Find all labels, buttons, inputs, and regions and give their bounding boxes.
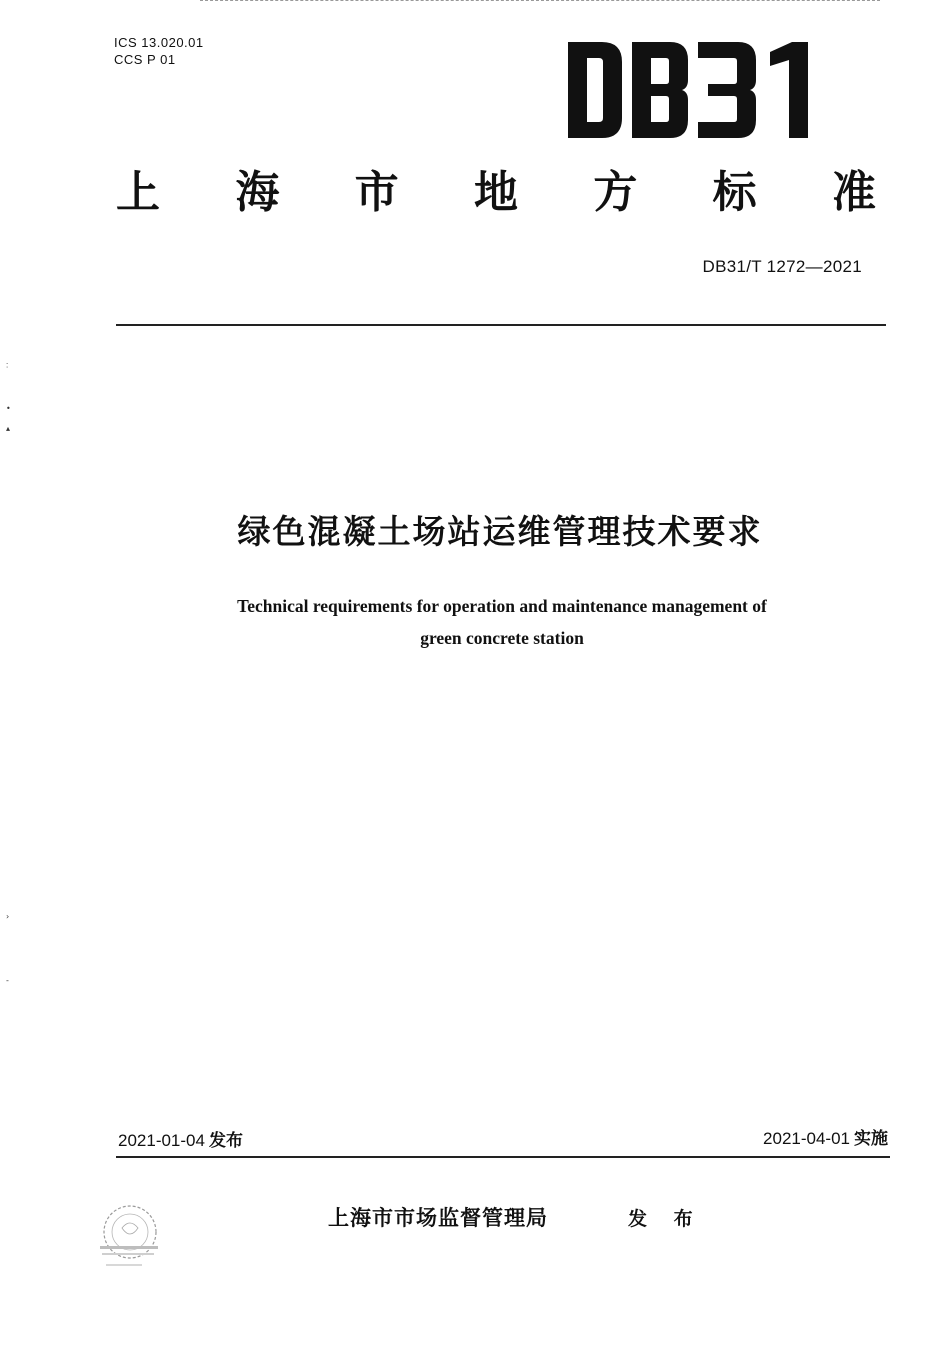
standard-type-char: 市 [354,167,399,218]
standard-type-char: 上 [116,167,160,218]
english-title-line1: Technical requirements for operation and maintenance management of [237,596,767,616]
issue-date-label: 发布 [208,1131,243,1151]
db31-logo-text: DB31 [694,99,700,101]
standard-type-char: 地 [473,167,518,218]
implementation-date-label: 实施 [854,1129,888,1149]
ics-code: ICS 13.020.01 [114,35,204,50]
ccs-code: CCS P 01 [114,52,176,67]
standard-type-heading [116,163,876,223]
scan-mark: - [6,976,9,985]
top-scan-edge [200,0,880,1]
standard-number: DB31/T 1272—2021 [702,257,862,276]
publisher-name: 上海市市场监督管理局 [328,1206,548,1230]
implementation-date [763,1124,888,1149]
scan-mark: › [6,912,10,921]
standard-type-char: 准 [831,167,876,218]
issue-date [118,1126,243,1151]
db31-logo [566,40,828,140]
standard-type-char: 标 [712,167,757,218]
scan-mark: ˸ [6,362,9,371]
issue-date-value: 2021-01-04 [118,1131,205,1150]
implementation-date-value: 2021-04-01 [763,1129,850,1148]
publisher-action: 发 布 [628,1208,703,1230]
header-divider [116,324,886,326]
chinese-title: 绿色混凝土场站运维管理技术要求 [237,512,763,551]
english-title [150,590,854,654]
standard-type-char: 方 [593,167,638,218]
scan-mark: ▴ [6,424,11,433]
round-seal-stamp-icon [90,1198,170,1280]
classification-codes [114,34,204,68]
english-title-line2: green concrete station [420,628,584,648]
scan-mark: • [6,404,11,413]
footer-divider [116,1156,890,1158]
standard-type-char: 海 [235,167,280,218]
